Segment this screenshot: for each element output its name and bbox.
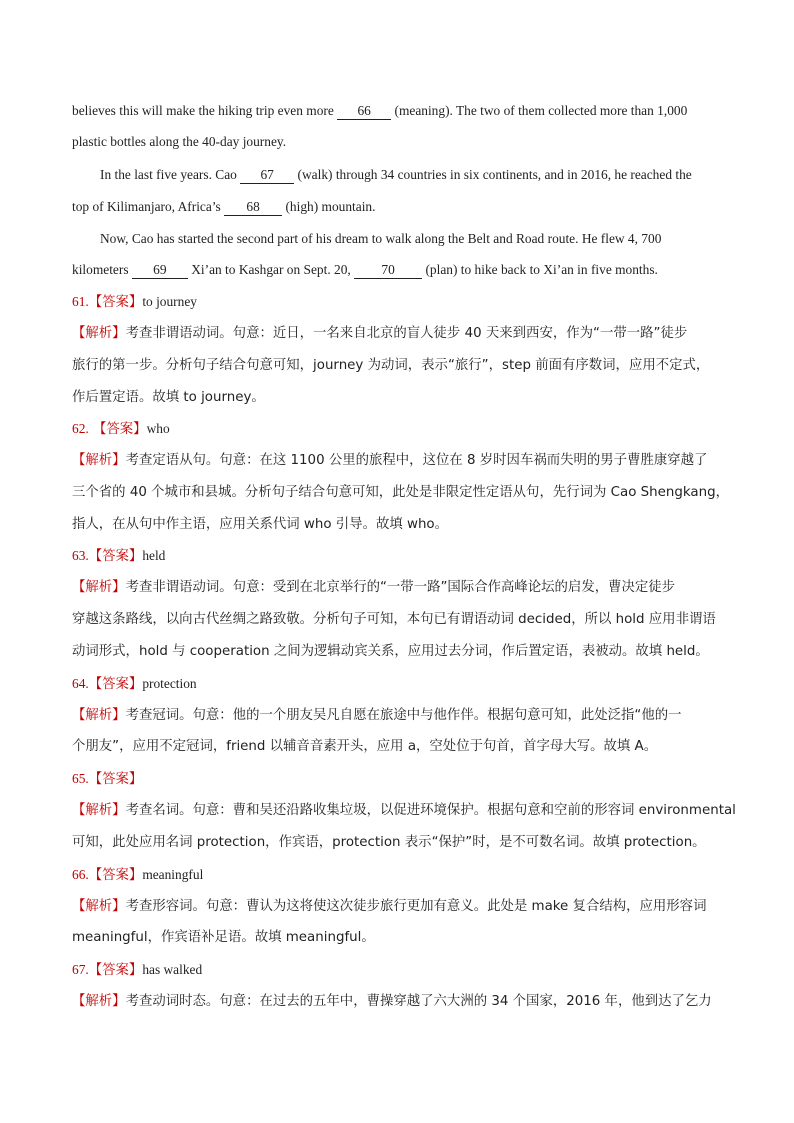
blank-67: 67 [240, 167, 294, 184]
analysis-label: 【解析】 [72, 899, 126, 914]
answer-heading [72, 960, 202, 981]
passage-line [100, 165, 692, 185]
answer-text: to journey [142, 294, 197, 309]
question-number: 65. [72, 771, 89, 786]
analysis-text: 可知，此处应用名词 protection，作宾语，protection 表示“保护”时，是不可数名词。故填 protection。 [72, 835, 706, 850]
answer-label: 【答案】 [88, 422, 147, 437]
passage-text: Now, Cao has started the second part of his dream to walk along the Belt and Road route. He flew 4, 700 [100, 231, 662, 246]
passage-text: kilometers [72, 262, 132, 277]
analysis-text: meaningful，作宾语补足语。故填 meaningful。 [72, 930, 375, 945]
passage-text: plastic bottles along the 40-day journey. [72, 134, 287, 149]
analysis-text: 个朋友”，应用不定冠词，friend 以辅音音素开头，应用 a，空处位于句首，首字母大写。故填 A。 [72, 739, 658, 754]
passage-text: top of Kilimanjaro, Africa’s [72, 199, 225, 214]
analysis-label: 【解析】 [72, 580, 126, 595]
analysis-label: 【解析】 [72, 708, 126, 723]
analysis-line [72, 642, 709, 662]
analysis-label: 【解析】 [72, 326, 126, 341]
blank-66: 66 [337, 103, 391, 120]
blank-69: 69 [132, 262, 188, 279]
analysis-line [72, 451, 707, 471]
analysis-line [72, 833, 706, 853]
analysis-text: 考查非谓语动词。句意：近日，一名来自北京的盲人徒步 40 天来到西安，作为“一带一路”徒步 [125, 326, 688, 341]
answer-label: 【答案】 [88, 772, 143, 787]
passage-line [72, 197, 375, 217]
question-number: 67. [72, 962, 89, 977]
analysis-text: 动词形式，hold 与 cooperation 之间为逻辑动宾关系，应用过去分词，作后置定语，表被动。故填 held。 [72, 644, 709, 659]
analysis-label: 【解析】 [72, 994, 126, 1009]
passage-line [100, 229, 661, 249]
analysis-line [72, 992, 712, 1012]
question-number: 64. [72, 676, 89, 691]
analysis-text: 穿越这条路线，以向古代丝绸之路致敬。分析句子可知，本句已有谓语动词 decided，所以 hold 应用非谓语 [72, 612, 716, 627]
analysis-text: 考查动词时态。句意：在过去的五年中，曹操穿越了六大洲的 34 个国家，2016 年，他到达了乞力 [125, 994, 712, 1009]
passage-text: believes this will make the hiking trip even more [72, 103, 338, 118]
analysis-line [72, 578, 675, 598]
analysis-text: 三个省的 40 个城市和县城。分析句子结合句意可知，此处是非限定性定语从句，先行词为 Cao Shengkang， [72, 485, 729, 500]
analysis-line [72, 356, 709, 376]
answer-text: meaningful [142, 867, 204, 882]
analysis-line [72, 897, 706, 917]
answer-label: 【答案】 [88, 295, 143, 310]
passage-line [72, 260, 658, 280]
question-number: 63. [72, 548, 89, 563]
passage-text: (walk) through 34 countries in six continents, and in 2016, he reached the [294, 167, 692, 182]
answer-label: 【答案】 [88, 963, 143, 978]
passage-text: Xi’an to Kashgar on Sept. 20, [187, 262, 355, 277]
answer-text: has walked [142, 962, 203, 977]
analysis-text: 考查定语从句。句意：在这 1100 公里的旅程中，这位在 8 岁时因车祸而失明的男子曹胜康穿越了 [125, 453, 708, 468]
blank-68: 68 [224, 199, 282, 216]
analysis-text: 考查形容词。句意：曹认为这将使这次徒步旅行更加有意义。此处是 make 复合结构，应用形容词 [125, 899, 707, 914]
analysis-label: 【解析】 [72, 453, 126, 468]
analysis-text: 作后置定语。故填 to journey。 [72, 390, 265, 405]
passage-text: (meaning). The two of them collected more than 1,000 [391, 103, 688, 118]
analysis-text: 旅行的第一步。分析句子结合句意可知，journey 为动词，表示“旅行”，step 前面有序数词，应用不定式， [72, 358, 710, 373]
answer-text: protection [142, 676, 197, 691]
analysis-text: 考查冠词。句意：他的一个朋友吴凡自愿在旅途中与他作伴。根据句意可知，此处泛指“他的一 [125, 708, 682, 723]
analysis-label: 【解析】 [72, 803, 126, 818]
analysis-line [72, 610, 716, 630]
analysis-line [72, 801, 736, 821]
analysis-line [72, 483, 729, 503]
analysis-line [72, 928, 375, 948]
analysis-text: 考查名词。句意：曹和吴还沿路收集垃圾，以促进环境保护。根据句意和空前的形容词 environmental [125, 803, 736, 818]
analysis-line [72, 737, 657, 757]
passage-text: In the last five years. Cao [100, 167, 241, 182]
answer-label: 【答案】 [88, 677, 143, 692]
analysis-line [72, 515, 448, 535]
blank-70: 70 [354, 262, 422, 279]
analysis-line [72, 388, 265, 408]
passage-line [72, 132, 286, 152]
analysis-text: 考查非谓语动词。句意：受到在北京举行的“一带一路”国际合作高峰论坛的启发，曹决定徒步 [125, 580, 676, 595]
answer-text: held [142, 548, 166, 563]
answer-heading [72, 865, 203, 886]
answer-label: 【答案】 [88, 549, 143, 564]
answer-heading [72, 292, 197, 313]
analysis-text: 指人，在从句中作主语，应用关系代词 who 引导。故填 who。 [72, 517, 449, 532]
answer-heading [72, 674, 197, 695]
passage-line [72, 101, 687, 121]
analysis-line [72, 706, 682, 726]
question-number: 66. [72, 867, 89, 882]
answer-heading [72, 546, 165, 567]
answer-heading [72, 419, 170, 440]
passage-text: (high) mountain. [282, 199, 376, 214]
analysis-line [72, 324, 687, 344]
question-number: 61. [72, 294, 89, 309]
question-number: 62. [72, 421, 89, 436]
passage-text: (plan) to hike back to Xi’an in five months. [422, 262, 658, 277]
answer-heading [72, 769, 142, 790]
answer-text: who [146, 421, 170, 436]
answer-label: 【答案】 [88, 868, 143, 883]
